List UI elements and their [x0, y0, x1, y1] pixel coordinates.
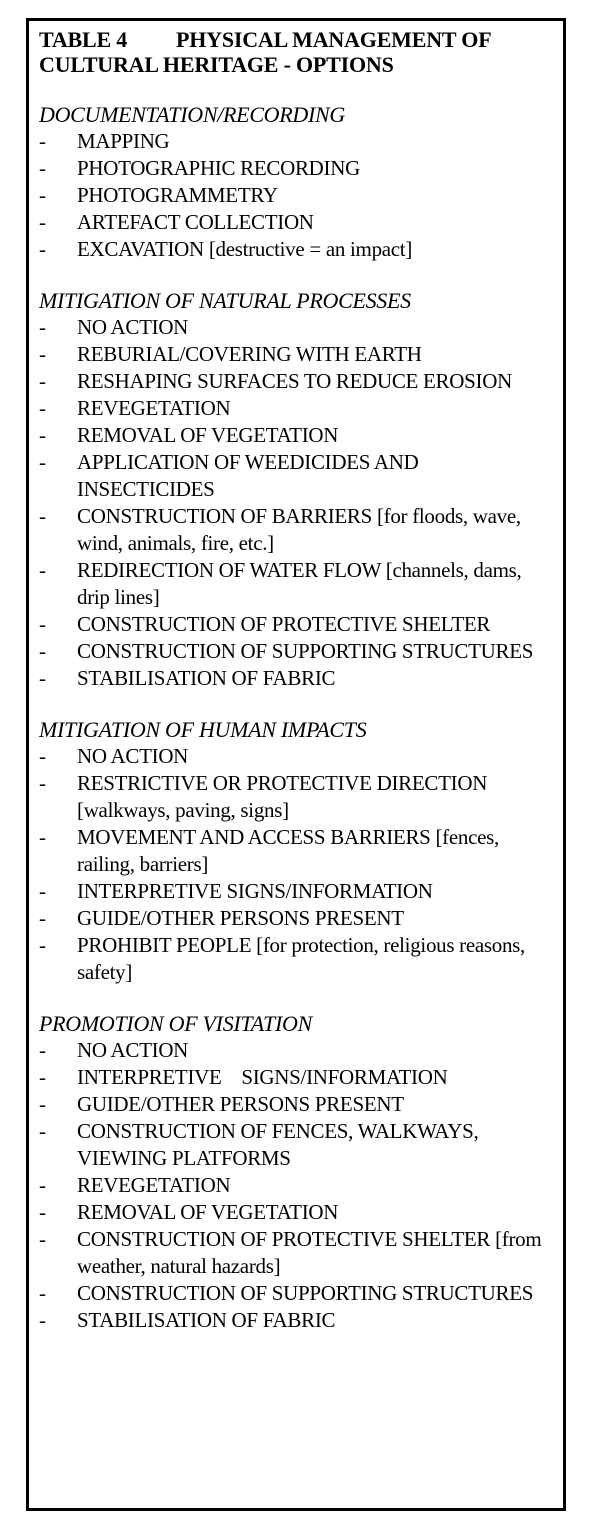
list-item: [39, 341, 563, 368]
sections-container: [39, 101, 563, 1334]
dash-bullet: -: [39, 237, 46, 261]
list-item: [39, 1280, 563, 1307]
list-item-text: STABILISATION OF FABRIC: [77, 666, 336, 690]
dash-bullet: -: [39, 450, 46, 474]
dash-bullet: -: [39, 342, 46, 366]
list-item-text: REMOVAL OF VEGETATION: [77, 1200, 339, 1224]
list-item: [39, 314, 563, 341]
list-item: [39, 209, 563, 236]
list-item-text: ARTEFACT COLLECTION: [77, 210, 314, 234]
list-item-text: GUIDE/OTHER PERSONS PRESENT: [77, 1092, 404, 1116]
dash-bullet: -: [39, 396, 46, 420]
table-4-box: [26, 18, 566, 1511]
dash-bullet: -: [39, 879, 46, 903]
dash-bullet: -: [39, 825, 46, 849]
list-item: [39, 236, 563, 263]
item-list: [39, 1037, 563, 1334]
dash-bullet: -: [39, 315, 46, 339]
list-item-text: INTERPRETIVE SIGNS/INFORMATION: [77, 879, 433, 903]
table-title: [39, 27, 563, 77]
section-heading: MITIGATION OF HUMAN IMPACTS: [39, 717, 367, 742]
list-item: [39, 182, 563, 209]
list-item-text: REMOVAL OF VEGETATION: [77, 423, 339, 447]
list-item: [39, 422, 563, 449]
list-item: [39, 1118, 563, 1172]
list-item-text: CONSTRUCTION OF PROTECTIVE SHELTER: [77, 612, 491, 636]
list-item-text: CONSTRUCTION OF SUPPORTING STRUCTURES: [77, 639, 534, 663]
dash-bullet: -: [39, 129, 46, 153]
dash-bullet: -: [39, 1038, 46, 1062]
dash-bullet: -: [39, 183, 46, 207]
item-list: [39, 128, 563, 263]
list-item: [39, 503, 563, 557]
list-item: [39, 905, 563, 932]
dash-bullet: -: [39, 1227, 46, 1251]
item-list: [39, 743, 563, 986]
list-item-text: APPLICATION OF WEEDICIDES AND INSECTICIDES: [77, 450, 424, 501]
dash-bullet: -: [39, 1308, 46, 1332]
dash-bullet: -: [39, 612, 46, 636]
section: [39, 287, 563, 692]
list-item: [39, 155, 563, 182]
title-line-1: [39, 27, 563, 52]
list-item-text: STABILISATION OF FABRIC: [77, 1308, 336, 1332]
list-item: [39, 395, 563, 422]
dash-bullet: -: [39, 1092, 46, 1116]
list-item-text: NO ACTION: [77, 1038, 189, 1062]
dash-bullet: -: [39, 423, 46, 447]
dash-bullet: -: [39, 156, 46, 180]
list-item: [39, 449, 563, 503]
dash-bullet: -: [39, 1119, 46, 1143]
dash-bullet: -: [39, 666, 46, 690]
section: [39, 716, 563, 986]
list-item-text: NO ACTION: [77, 315, 189, 339]
list-item-text: MAPPING: [77, 129, 170, 153]
list-item-text: PROHIBIT PEOPLE [for protection, religious reasons, safety]: [77, 933, 530, 984]
list-item: [39, 368, 563, 395]
section-heading: PROMOTION OF VISITATION: [39, 1011, 312, 1036]
list-item-text: CONSTRUCTION OF SUPPORTING STRUCTURES: [77, 1281, 534, 1305]
list-item: [39, 638, 563, 665]
dash-bullet: -: [39, 933, 46, 957]
dash-bullet: -: [39, 639, 46, 663]
list-item: [39, 743, 563, 770]
list-item: [39, 824, 563, 878]
list-item: [39, 1307, 563, 1334]
dash-bullet: -: [39, 210, 46, 234]
list-item-text: CONSTRUCTION OF PROTECTIVE SHELTER [from weather, natural hazards]: [77, 1227, 547, 1278]
dash-bullet: -: [39, 1065, 46, 1089]
list-item-text: PHOTOGRAMMETRY: [77, 183, 278, 207]
list-item: [39, 1037, 563, 1064]
list-item: [39, 557, 563, 611]
list-item-text: GUIDE/OTHER PERSONS PRESENT: [77, 906, 404, 930]
dash-bullet: -: [39, 504, 46, 528]
list-item-text: REVEGETATION: [77, 396, 231, 420]
list-item-text: CONSTRUCTION OF BARRIERS [for floods, wave, wind, animals, fire, etc.]: [77, 504, 526, 555]
list-item: [39, 128, 563, 155]
dash-bullet: -: [39, 1281, 46, 1305]
list-item: [39, 1226, 563, 1280]
dash-bullet: -: [39, 558, 46, 582]
dash-bullet: -: [39, 1200, 46, 1224]
list-item-text: NO ACTION: [77, 744, 189, 768]
item-list: [39, 314, 563, 692]
list-item: [39, 1199, 563, 1226]
dash-bullet: -: [39, 906, 46, 930]
list-item: [39, 770, 563, 824]
list-item: [39, 611, 563, 638]
list-item: [39, 665, 563, 692]
section: [39, 101, 563, 263]
list-item-text: CONSTRUCTION OF FENCES, WALKWAYS, VIEWING PLATFORMS: [77, 1119, 483, 1170]
list-item-text: INTERPRETIVE SIGNS/INFORMATION: [77, 1065, 448, 1089]
section-heading: DOCUMENTATION/RECORDING: [39, 102, 345, 127]
list-item-text: REDIRECTION OF WATER FLOW [channels, dams, drip lines]: [77, 558, 527, 609]
list-item: [39, 1091, 563, 1118]
title-text-1: PHYSICAL MANAGEMENT OF: [176, 27, 492, 52]
list-item-text: REBURIAL/COVERING WITH EARTH: [77, 342, 422, 366]
dash-bullet: -: [39, 771, 46, 795]
section: [39, 1010, 563, 1334]
list-item-text: RESHAPING SURFACES TO REDUCE EROSION: [77, 369, 512, 393]
list-item-text: RESTRICTIVE OR PROTECTIVE DIRECTION [walkways, paving, signs]: [77, 771, 493, 822]
list-item-text: PHOTOGRAPHIC RECORDING: [77, 156, 360, 180]
title-line-2: CULTURAL HERITAGE - OPTIONS: [39, 52, 394, 77]
list-item: [39, 878, 563, 905]
dash-bullet: -: [39, 1173, 46, 1197]
section-heading: MITIGATION OF NATURAL PROCESSES: [39, 288, 411, 313]
list-item-text: MOVEMENT AND ACCESS BARRIERS [fences, railing, barriers]: [77, 825, 504, 876]
list-item: [39, 932, 563, 986]
list-item: [39, 1172, 563, 1199]
list-item: [39, 1064, 563, 1091]
list-item-text: EXCAVATION [destructive = an impact]: [77, 237, 413, 261]
dash-bullet: -: [39, 744, 46, 768]
list-item-text: REVEGETATION: [77, 1173, 231, 1197]
dash-bullet: -: [39, 369, 46, 393]
table-label: TABLE 4: [39, 27, 128, 52]
